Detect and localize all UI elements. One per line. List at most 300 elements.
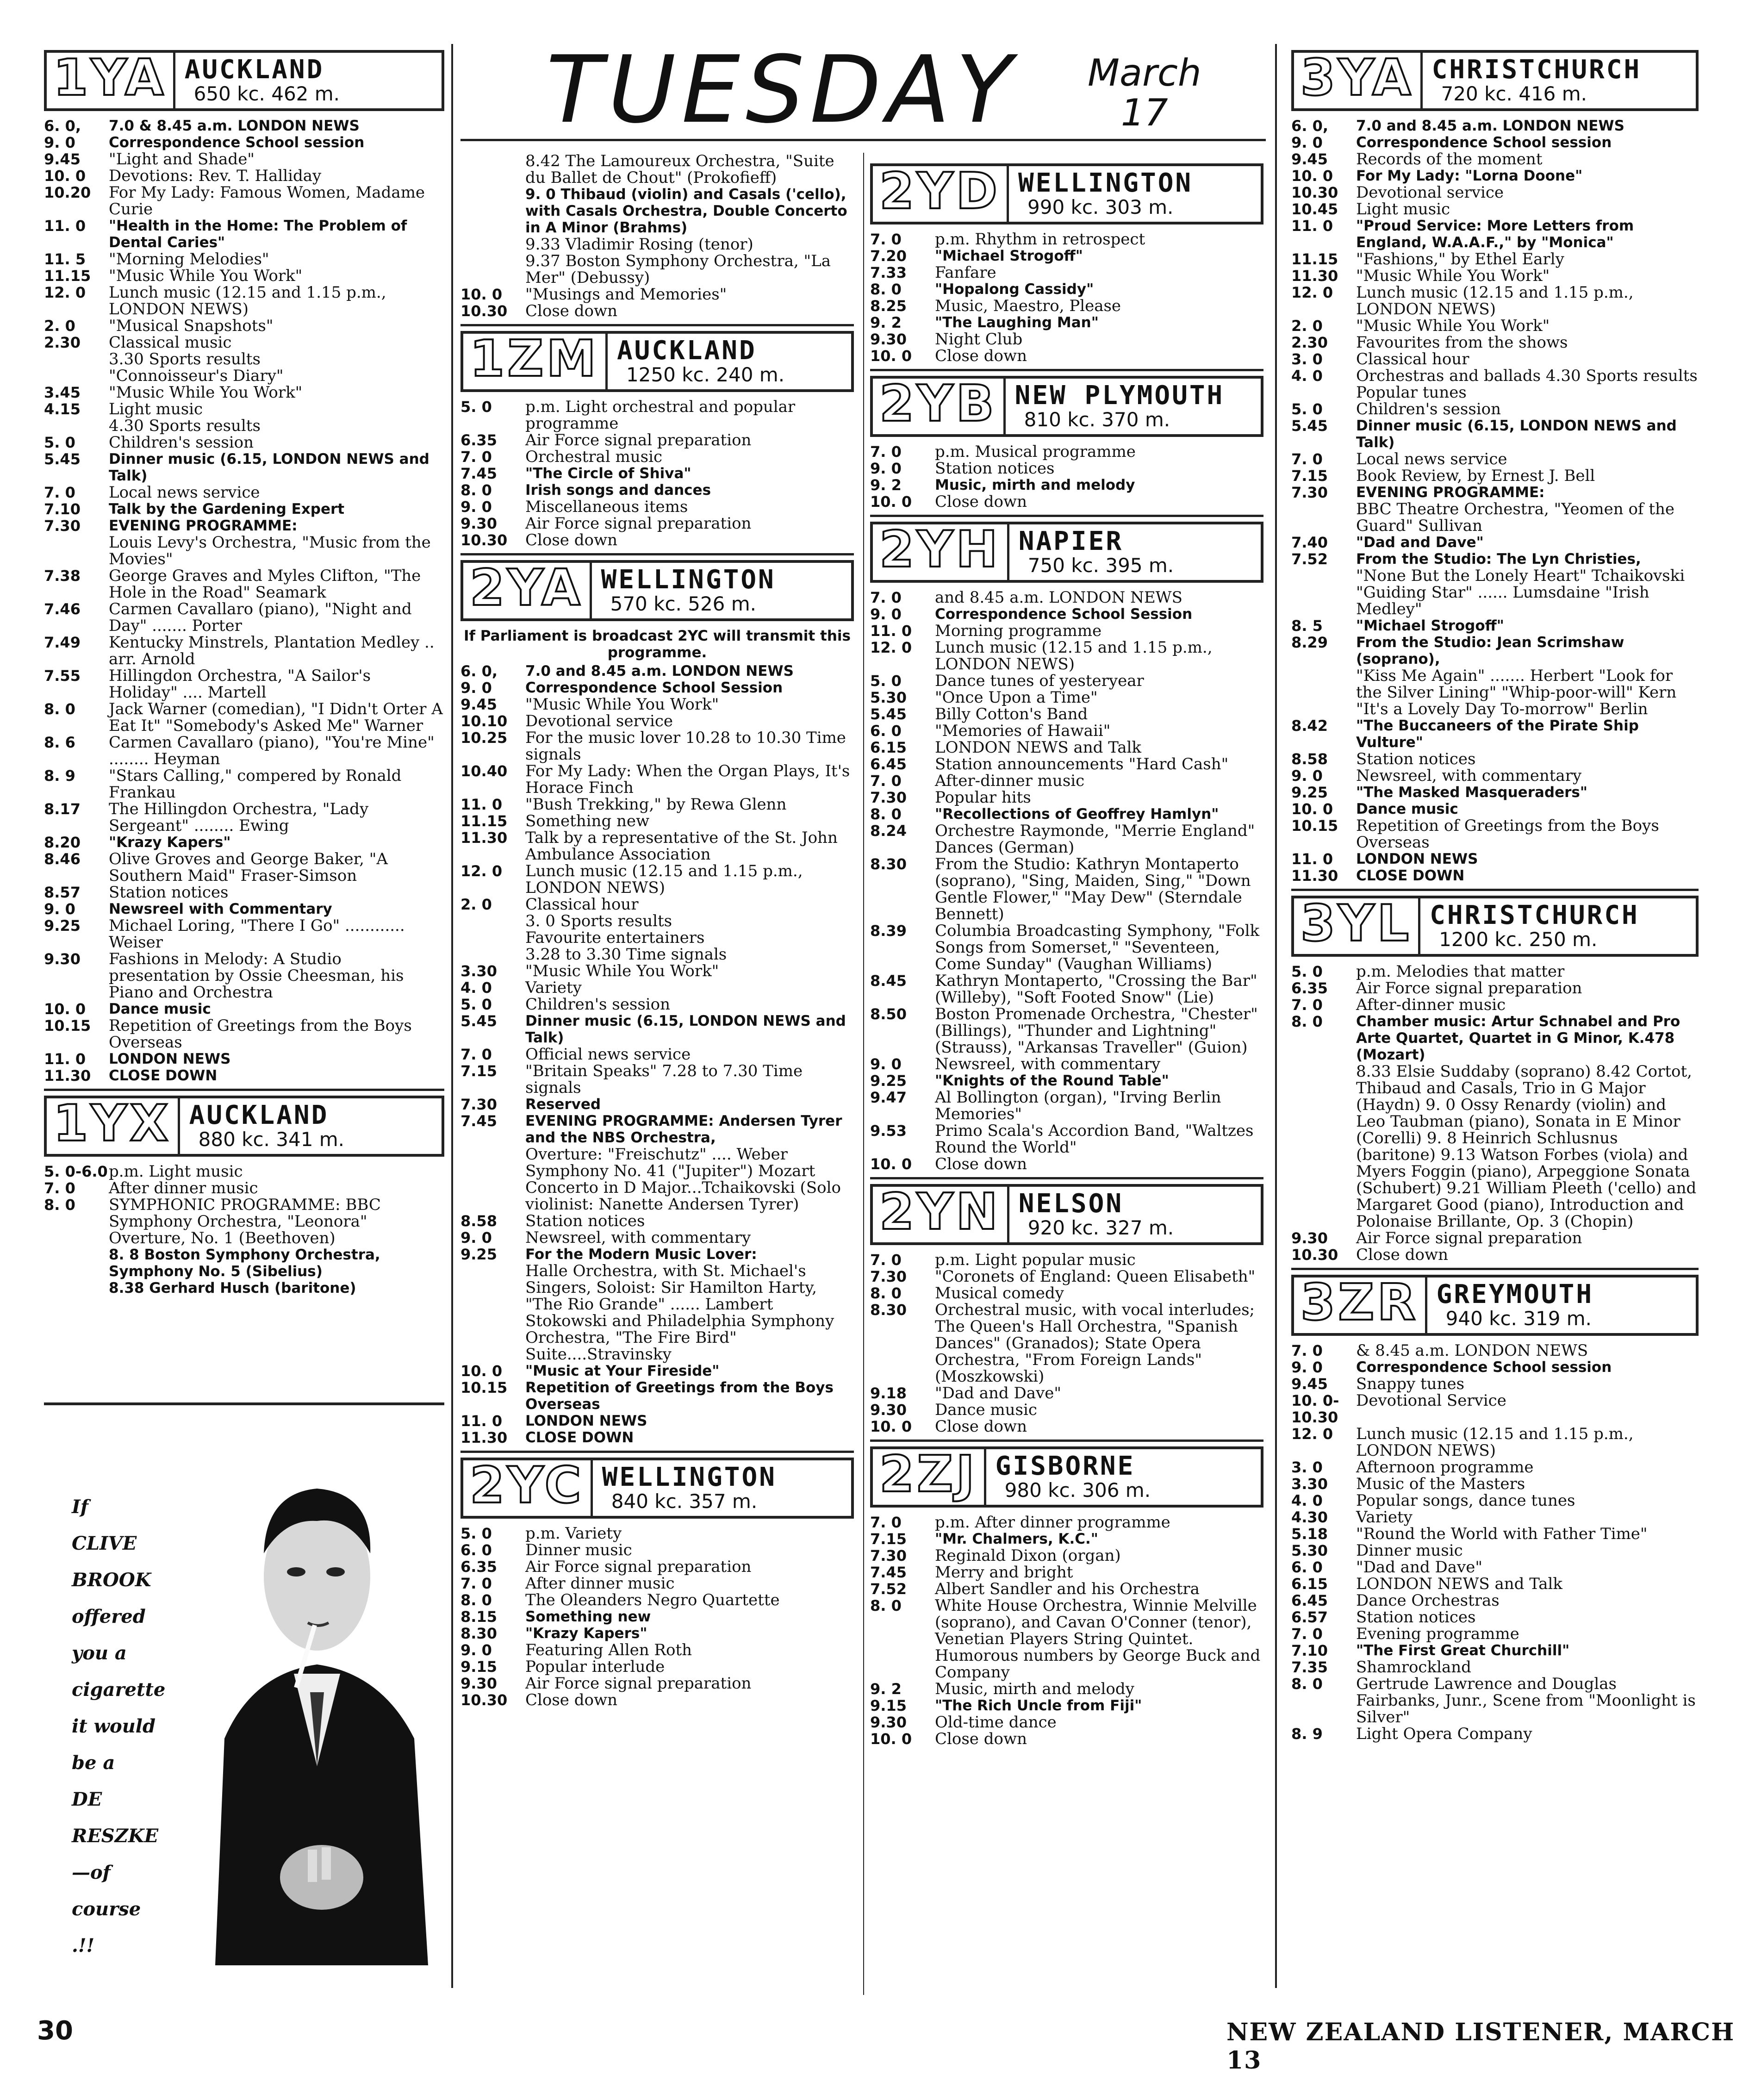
programme-entry bbox=[461, 399, 854, 432]
programme-time: 7. 0 bbox=[870, 589, 902, 606]
programme-title: "Music While You Work" bbox=[525, 962, 719, 980]
programme-time: 6.35 bbox=[461, 431, 497, 449]
programme-entry bbox=[461, 796, 854, 813]
programme-title: Lunch music (12.15 and 1.15 p.m., LONDON NEWS) bbox=[1356, 1425, 1634, 1460]
programme-time bbox=[44, 1280, 109, 1296]
programme-title: "The Buccaneers of the Pirate Ship Vulture" bbox=[1356, 717, 1639, 751]
programme-time: 5. 0-6.0 bbox=[44, 1163, 108, 1180]
station-call-sign: 2YA bbox=[463, 563, 592, 618]
programme-entry bbox=[1291, 1230, 1699, 1246]
programme-time: 5.45 bbox=[1291, 417, 1328, 435]
programme-time bbox=[1291, 501, 1356, 534]
programme-entry bbox=[44, 767, 444, 801]
programme-entry bbox=[1291, 1609, 1699, 1626]
programme-title: p.m. Light popular music bbox=[935, 1251, 1136, 1269]
programme-title: Station notices bbox=[1356, 750, 1476, 768]
station-call-sign: 1YA bbox=[47, 53, 175, 108]
programme-title: "Dad and Dave" bbox=[935, 1384, 1061, 1402]
programme-title: LONDON NEWS bbox=[525, 1413, 647, 1429]
programme-time: 8. 0 bbox=[461, 481, 492, 499]
programme-entry bbox=[461, 979, 854, 996]
ad-copy-line: —of bbox=[72, 1862, 111, 1883]
programme-entry bbox=[461, 1558, 854, 1575]
programme-time: 9. 0 bbox=[461, 679, 492, 697]
programme-title: Talk by the Gardening Expert bbox=[109, 501, 345, 517]
programme-entry bbox=[1291, 1626, 1699, 1642]
programme-title: Orchestral music bbox=[525, 448, 663, 466]
station-city: AUCKLAND bbox=[184, 55, 324, 85]
programme-entry bbox=[461, 1229, 854, 1246]
programme-time: 10. 0 bbox=[1291, 167, 1333, 185]
programme-entry bbox=[44, 284, 444, 318]
ad-copy-line: offered bbox=[72, 1606, 146, 1627]
programme-title: Correspondence School session bbox=[1356, 1359, 1612, 1376]
programme-title: SYMPHONIC PROGRAMME: BBC Symphony Orchestra, "Leonora" Overture, No. 1 (Beethoven) bbox=[109, 1196, 381, 1247]
programme-entry bbox=[44, 118, 444, 134]
programme-entry bbox=[44, 384, 444, 401]
programme-entry bbox=[44, 368, 444, 384]
programme-time: 5.30 bbox=[1291, 1542, 1328, 1559]
programme-entry bbox=[44, 667, 444, 701]
programme-title: After dinner music bbox=[109, 1179, 258, 1197]
programme-title: After-dinner music bbox=[1356, 996, 1506, 1014]
station-call-sign: 3YA bbox=[1294, 53, 1423, 108]
programme-time: 5.45 bbox=[461, 1012, 497, 1030]
programme-time bbox=[1291, 567, 1356, 617]
programme-entry bbox=[461, 1608, 854, 1625]
programme-entry bbox=[1291, 351, 1699, 368]
programme-time: 9.30 bbox=[870, 1401, 907, 1419]
programme-title: Morning programme bbox=[935, 622, 1102, 640]
programme-entry bbox=[870, 298, 1263, 314]
programme-title: Dance music bbox=[1356, 801, 1458, 817]
programme-entry bbox=[461, 482, 854, 499]
programme-title: Louis Levy's Orchestra, "Music from the Movies" bbox=[109, 533, 431, 568]
programme-time: 10.40 bbox=[461, 762, 508, 780]
programme-time: 6. 0 bbox=[870, 722, 902, 740]
programme-entry bbox=[461, 186, 854, 236]
column-2 bbox=[461, 153, 854, 1708]
station-frequency: 840 kc. 357 m. bbox=[611, 1490, 758, 1513]
programme-entry bbox=[1291, 634, 1699, 667]
ad-copy bbox=[72, 1489, 183, 1964]
programme-entry bbox=[1291, 218, 1699, 251]
programme-title: 8.33 Elsie Suddaby (soprano) 8.42 Cortot, Thibaud and Casals, Trio in G Major (Haydn) 9. 0 Ossy Renardy (violin) and Leo Taubman (piano), Sonata in E Minor (Corelli) 9. 8 Heinrich Schlusnus (baritone) 9.13 Watson Forbes (viola) and Myers Foggin (piano), Arpeggione Sonata (Schubert) 9.21 William Pleeth ('cello) and Margaret Good (piano), Introduction and Polonaise Brillante, Op. 3 (Chopin) bbox=[1356, 1062, 1697, 1231]
programme-title: Devotional service bbox=[1356, 183, 1504, 202]
programme-entry bbox=[870, 1597, 1263, 1681]
programme-time: 11. 0 bbox=[870, 622, 912, 640]
programme-time: 9.45 bbox=[1291, 150, 1328, 168]
station-city: WELLINGTON bbox=[601, 565, 776, 595]
programme-entry bbox=[461, 1675, 854, 1692]
ad-copy-line: course bbox=[72, 1898, 141, 1920]
station-city: NEW PLYMOUTH bbox=[1014, 380, 1225, 411]
programme-title: LONDON NEWS bbox=[1356, 851, 1478, 867]
station-header bbox=[870, 522, 1263, 583]
programme-entry bbox=[870, 723, 1263, 739]
programme-title: Correspondence School Session bbox=[935, 606, 1193, 623]
ad-copy-line: cigarette bbox=[72, 1679, 166, 1701]
programme-entry bbox=[461, 763, 854, 796]
station-info bbox=[1009, 166, 1261, 222]
programme-time: 6.45 bbox=[1291, 1592, 1328, 1609]
programme-title: Hillingdon Orchestra, "A Sailor's Holiday" .... Martell bbox=[109, 667, 371, 702]
programme-time bbox=[44, 351, 109, 368]
station-call-sign: 2YN bbox=[873, 1187, 1009, 1242]
programme-title: Station notices bbox=[1356, 1608, 1476, 1626]
programme-time: 5. 0 bbox=[461, 398, 492, 416]
programme-entry bbox=[870, 1402, 1263, 1418]
programme-entry bbox=[44, 268, 444, 284]
programme-time: 9. 0 bbox=[461, 1641, 492, 1659]
programme-time: 11.30 bbox=[1291, 267, 1338, 285]
programme-time: 8. 0 bbox=[44, 1196, 75, 1214]
station-call-sign: 1ZM bbox=[463, 334, 608, 389]
programme-entry bbox=[461, 1046, 854, 1063]
programme-entry bbox=[870, 1006, 1263, 1056]
column-divider bbox=[1275, 44, 1277, 1988]
programme-title: Jack Warner (comedian), "I Didn't Orter A Eat It" "Somebody's Asked Me" Warner bbox=[109, 700, 443, 735]
programme-time: 10. 0 bbox=[870, 1730, 912, 1748]
programme-entry bbox=[44, 1067, 444, 1084]
programme-entry bbox=[44, 168, 444, 184]
programme-title: LONDON NEWS bbox=[109, 1051, 231, 1067]
programme-title: For My Lady: When the Organ Plays, It's Horace Finch bbox=[525, 762, 850, 797]
programme-time: 9.30 bbox=[870, 1714, 907, 1731]
station-header bbox=[870, 163, 1263, 224]
programme-entry bbox=[44, 1163, 444, 1180]
programme-time: 6.35 bbox=[1291, 979, 1328, 997]
programme-title: Classical hour bbox=[1356, 350, 1469, 368]
programme-entry bbox=[870, 739, 1263, 756]
programme-entry bbox=[870, 639, 1263, 673]
programme-entry bbox=[461, 896, 854, 913]
programme-title: "Coronets of England: Queen Elisabeth" bbox=[935, 1267, 1256, 1286]
programme-time: 8.58 bbox=[1291, 750, 1328, 768]
broadcast-note: If Parliament is broadcast 2YC will transmit this programme. bbox=[463, 628, 851, 661]
programme-time: 10. 0 bbox=[870, 493, 912, 511]
programme-time: 7. 0 bbox=[870, 1251, 902, 1269]
programme-title: Dinner music bbox=[525, 1541, 632, 1559]
programme-title: Albert Sandler and his Orchestra bbox=[935, 1580, 1200, 1598]
programme-time: 9.15 bbox=[461, 1658, 497, 1676]
programme-entry bbox=[870, 689, 1263, 706]
programme-entry bbox=[1291, 1246, 1699, 1263]
programme-time: 10. 0 bbox=[44, 167, 86, 185]
ad-copy-line: RESZKE bbox=[72, 1825, 159, 1847]
programme-entry bbox=[870, 460, 1263, 477]
programme-title: "Bush Trekking," by Rewa Glenn bbox=[525, 795, 787, 814]
programme-title: Music, mirth and melody bbox=[935, 477, 1135, 493]
column-divider bbox=[451, 44, 453, 1988]
programme-title: Musical comedy bbox=[935, 1284, 1064, 1302]
programme-time: 7. 0 bbox=[870, 1514, 902, 1531]
programme-time bbox=[44, 418, 109, 434]
programme-title: Air Force signal preparation bbox=[525, 1674, 752, 1693]
programme-entry bbox=[44, 917, 444, 951]
programme-time: 11.15 bbox=[44, 267, 91, 285]
programme-title: Close down bbox=[525, 531, 617, 549]
programme-entry bbox=[44, 601, 444, 634]
column-3 bbox=[870, 160, 1263, 1747]
ad-copy-line: it would bbox=[72, 1715, 156, 1737]
programme-time: 12. 0 bbox=[1291, 1425, 1333, 1443]
programme-entry bbox=[44, 351, 444, 368]
programme-title: "The Masked Masqueraders" bbox=[1356, 784, 1588, 801]
programme-time: 11. 0 bbox=[44, 217, 86, 235]
programme-title: From the Studio: Kathryn Montaperto (soprano), "Sing, Maiden, Sing," "Down Gentle Flower," "May Dew" (Sterndale Bennett) bbox=[935, 855, 1251, 923]
programme-title: "The Circle of Shiva" bbox=[525, 465, 691, 482]
programme-entry bbox=[1291, 1013, 1699, 1063]
programme-time bbox=[461, 153, 525, 186]
programme-time: 9.15 bbox=[870, 1697, 907, 1714]
programme-title: Station notices bbox=[935, 459, 1055, 478]
programme-title: "Britain Speaks" 7.28 to 7.30 Time signals bbox=[525, 1062, 803, 1097]
programme-entry bbox=[1291, 1559, 1699, 1576]
programme-time: 6.15 bbox=[1291, 1575, 1328, 1593]
programme-entry bbox=[461, 679, 854, 696]
programme-time: 12. 0 bbox=[1291, 284, 1333, 301]
station-info bbox=[592, 563, 851, 618]
programme-time: 9.30 bbox=[1291, 1229, 1328, 1247]
programme-entry bbox=[44, 451, 444, 484]
station-city: NELSON bbox=[1018, 1189, 1124, 1219]
programme-entry bbox=[870, 1581, 1263, 1597]
programme-entry bbox=[1291, 1063, 1699, 1230]
programme-entry bbox=[1291, 817, 1699, 851]
programme-entry bbox=[870, 1418, 1263, 1435]
programme-entry bbox=[870, 789, 1263, 806]
programme-entry bbox=[461, 1642, 854, 1658]
programme-time: 12. 0 bbox=[44, 284, 86, 301]
programme-time: 10.30 bbox=[1291, 1246, 1338, 1264]
programme-entry bbox=[870, 1056, 1263, 1072]
programme-title: 3.30 Sports results bbox=[109, 350, 261, 368]
programme-title: Dance Orchestras bbox=[1356, 1591, 1500, 1610]
programme-time: 11.30 bbox=[44, 1067, 91, 1084]
programme-entry bbox=[870, 706, 1263, 723]
station-call-sign: 1YX bbox=[47, 1098, 180, 1154]
programme-entry bbox=[44, 567, 444, 601]
programme-time: 8. 0 bbox=[870, 805, 902, 823]
programme-title: "Music While You Work" bbox=[525, 695, 719, 714]
station-header bbox=[461, 560, 854, 621]
programme-entry bbox=[1291, 251, 1699, 268]
programme-time: 10.30 bbox=[461, 1691, 508, 1709]
programme-time: 7.30 bbox=[870, 789, 907, 806]
programme-title: Lunch music (12.15 and 1.15 p.m., LONDON NEWS) bbox=[935, 638, 1213, 673]
station-info bbox=[1420, 898, 1696, 954]
programme-title: "Stars Calling," compered by Ronald Frankau bbox=[109, 766, 402, 802]
station-info bbox=[175, 53, 442, 108]
station-call-sign: 2YB bbox=[873, 379, 1006, 434]
date-heading bbox=[1088, 53, 1201, 133]
programme-time: 3.30 bbox=[461, 962, 497, 980]
programme-time: 10.15 bbox=[44, 1017, 91, 1034]
programme-time: 7.15 bbox=[870, 1530, 907, 1548]
programme-time: 12. 0 bbox=[870, 639, 912, 656]
programme-entry bbox=[461, 1625, 854, 1642]
programme-entry bbox=[870, 606, 1263, 623]
programme-title: The Hillingdon Orchestra, "Lady Sergeant" ........ Ewing bbox=[109, 800, 369, 835]
programme-title: Lunch music (12.15 and 1.15 p.m., LONDON NEWS) bbox=[525, 862, 803, 897]
programme-title: 3.28 to 3.30 Time signals bbox=[525, 945, 727, 964]
programme-entry bbox=[461, 236, 854, 253]
programme-time: 9.25 bbox=[44, 917, 81, 935]
programme-title: Dinner music (6.15, LONDON NEWS and Talk) bbox=[1356, 418, 1677, 451]
station-header bbox=[870, 1184, 1263, 1245]
programme-time: 9.25 bbox=[461, 1246, 497, 1263]
programme-title: Halle Orchestra, with St. Michael's Singers, Soloist: Sir Hamilton Harty, "The Rio Grande" ...... Lambert Stokowski and Philadelphia Symphony Orchestra, "The Fire Bird" Suite....Stravinsky bbox=[525, 1262, 834, 1364]
programme-title: Station notices bbox=[109, 883, 229, 902]
programme-entry bbox=[44, 901, 444, 917]
programme-time: 4. 0 bbox=[461, 979, 492, 997]
programme-time: 7.52 bbox=[1291, 550, 1328, 568]
section-rule bbox=[461, 1451, 854, 1453]
programme-time: 10.25 bbox=[461, 729, 508, 747]
programme-title: Boston Promenade Orchestra, "Chester" (Billings), "Thunder and Lightning" (Strauss), "Arkansas Traveller" (Guion) bbox=[935, 1005, 1258, 1057]
column-1 bbox=[44, 46, 444, 1296]
programme-time bbox=[461, 929, 525, 946]
programme-time: 9. 0 bbox=[870, 605, 902, 623]
programme-time: 11. 0 bbox=[1291, 217, 1333, 235]
programme-time: 9. 2 bbox=[870, 1680, 902, 1698]
programme-title: Variety bbox=[1356, 1508, 1413, 1527]
programme-entry bbox=[870, 1252, 1263, 1268]
station-header bbox=[1291, 50, 1699, 111]
programme-entry bbox=[870, 773, 1263, 789]
programme-time: 7. 0 bbox=[1291, 1342, 1323, 1359]
programme-entry bbox=[461, 532, 854, 548]
programme-time: 8.39 bbox=[870, 922, 907, 940]
programme-title: "Music While You Work" bbox=[109, 267, 303, 285]
station-frequency: 650 kc. 462 m. bbox=[193, 82, 340, 105]
programme-entry bbox=[461, 1096, 854, 1113]
programme-entry bbox=[44, 1280, 444, 1296]
programme-entry bbox=[1291, 1426, 1699, 1459]
programme-title: CLOSE DOWN bbox=[525, 1429, 634, 1446]
programme-time: 5.45 bbox=[870, 705, 907, 723]
programme-title: BBC Theatre Orchestra, "Yeomen of the Guard" Sullivan bbox=[1356, 500, 1675, 535]
programme-time: 8.46 bbox=[44, 850, 81, 868]
programme-entry bbox=[870, 231, 1263, 248]
programme-title: Al Bollington (organ), "Irving Berlin Memories" bbox=[935, 1088, 1221, 1123]
station-info bbox=[593, 1460, 851, 1516]
station-info bbox=[986, 1449, 1261, 1505]
programme-time: 8. 9 bbox=[44, 767, 75, 785]
programme-entry bbox=[1291, 751, 1699, 767]
programme-title: p.m. Melodies that matter bbox=[1356, 962, 1565, 981]
programme-title: For the Modern Music Lover: bbox=[525, 1246, 757, 1263]
programme-time: 9.30 bbox=[461, 515, 497, 532]
programme-title: Children's session bbox=[525, 995, 671, 1014]
programme-title: For the music lover 10.28 to 10.30 Time signals bbox=[525, 729, 846, 764]
programme-entry bbox=[461, 1246, 854, 1263]
programme-entry bbox=[461, 1063, 854, 1096]
programme-title: Correspondence School session bbox=[1356, 134, 1612, 151]
station-call-sign: 2YD bbox=[873, 166, 1009, 222]
programme-time: 8.58 bbox=[461, 1212, 497, 1230]
programme-title: Dance tunes of yesteryear bbox=[935, 672, 1144, 690]
programme-title: Reserved bbox=[525, 1096, 601, 1113]
programme-entry bbox=[461, 1575, 854, 1592]
programme-time: 9. 0 bbox=[44, 900, 75, 918]
programme-time: 5.30 bbox=[870, 689, 907, 706]
programme-entry bbox=[461, 1413, 854, 1429]
programme-title: Fanfare bbox=[935, 263, 996, 282]
programme-time: 8.30 bbox=[870, 855, 907, 873]
programme-title: 9. 0 Thibaud (violin) and Casals ('cello), with Casals Orchestra, Double Concerto in A Minor (Brahms) bbox=[525, 186, 847, 236]
programme-entry bbox=[461, 696, 854, 713]
station-header bbox=[1291, 1275, 1699, 1336]
programme-time bbox=[1291, 667, 1356, 717]
programme-title: Air Force signal preparation bbox=[1356, 1229, 1582, 1247]
programme-entry bbox=[1291, 1659, 1699, 1676]
programme-title: Talk by a representative of the St. John Ambulance Association bbox=[525, 829, 838, 864]
programme-time: 10.30 bbox=[461, 302, 508, 320]
programme-title: Orchestral music, with vocal interludes; The Queen's Hall Orchestra, "Spanish Dances" (Granados); State Opera Orchestra, "From Foreign Lands" (Moszkowski) bbox=[935, 1301, 1255, 1386]
programme-title: Orchestras and ballads 4.30 Sports results Popular tunes bbox=[1356, 367, 1698, 402]
programme-title: 7.0 and 8.45 a.m. LONDON NEWS bbox=[1356, 118, 1624, 134]
station-call-sign: 2YC bbox=[463, 1460, 593, 1516]
programme-title: EVENING PROGRAMME: bbox=[1356, 484, 1545, 501]
programme-time: 7.30 bbox=[1291, 484, 1328, 501]
programme-time bbox=[461, 236, 525, 253]
programme-title: "Krazy Kapers" bbox=[109, 834, 231, 851]
programme-entry bbox=[44, 401, 444, 418]
programme-entry bbox=[44, 834, 444, 851]
programme-entry bbox=[870, 1697, 1263, 1714]
programme-time: 9. 0 bbox=[461, 1229, 492, 1246]
programme-time: 9. 0 bbox=[1291, 134, 1323, 151]
ad-copy-line: If bbox=[72, 1496, 88, 1518]
programme-time: 10.30 bbox=[1291, 184, 1338, 201]
programme-entry bbox=[461, 813, 854, 829]
programme-entry bbox=[44, 151, 444, 168]
programme-time: 11.15 bbox=[1291, 250, 1338, 268]
programme-title: Devotional Service bbox=[1356, 1391, 1506, 1410]
programme-time: 8.57 bbox=[44, 884, 81, 901]
programme-entry bbox=[1291, 997, 1699, 1013]
programme-entry bbox=[1291, 134, 1699, 151]
programme-time: 7. 0 bbox=[44, 1179, 75, 1197]
programme-entry bbox=[1291, 334, 1699, 351]
programme-time: 10. 0 bbox=[1291, 800, 1333, 818]
programme-time: 9.53 bbox=[870, 1122, 907, 1140]
programme-time: 10. 0 bbox=[461, 1362, 503, 1380]
programme-entry bbox=[461, 1113, 854, 1146]
programme-title: CLOSE DOWN bbox=[109, 1067, 218, 1084]
programme-time: 9. 0 bbox=[1291, 767, 1323, 785]
programme-title: "The First Great Churchill" bbox=[1356, 1642, 1570, 1659]
programme-time: 11.15 bbox=[461, 812, 508, 830]
programme-title: Night Club bbox=[935, 330, 1023, 349]
programme-entry bbox=[1291, 201, 1699, 218]
programme-time: 9.30 bbox=[44, 950, 81, 968]
programme-entry bbox=[1291, 801, 1699, 817]
programme-title: After dinner music bbox=[525, 1574, 675, 1593]
programme-title: "Kiss Me Again" ....... Herbert "Look for the Silver Lining" "Whip-poor-will" Kern "It's a Lovely Day To-morrow" Berlin bbox=[1356, 667, 1677, 718]
programme-entry bbox=[1291, 1476, 1699, 1492]
programme-title: EVENING PROGRAMME: bbox=[109, 517, 298, 534]
programme-entry bbox=[1291, 501, 1699, 534]
programme-title: LONDON NEWS and Talk bbox=[935, 738, 1142, 757]
programme-time: 7. 0 bbox=[1291, 1625, 1323, 1643]
section-rule bbox=[870, 515, 1263, 517]
programme-title: Records of the moment bbox=[1356, 150, 1543, 168]
programme-entry bbox=[1291, 451, 1699, 467]
programme-time: 6.35 bbox=[461, 1558, 497, 1576]
